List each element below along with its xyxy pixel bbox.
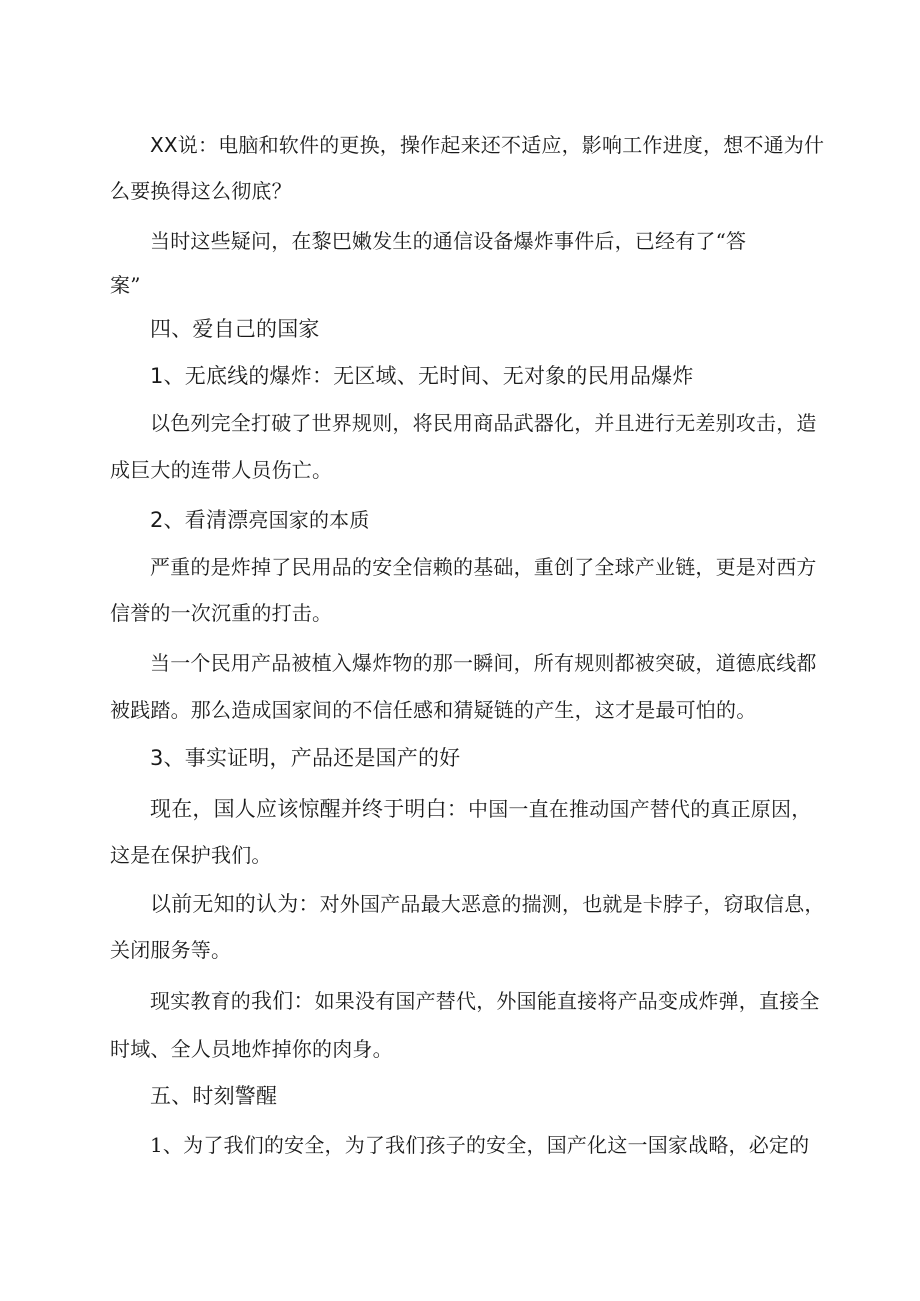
paragraph-text: 如果没有国产替代，外国能直接将产品变成炸弹，直接全 <box>314 989 820 1013</box>
paragraph-text: 现实教育的 <box>150 989 251 1013</box>
paragraph-line: 案” <box>110 273 141 297</box>
subsection-heading <box>150 505 830 535</box>
paragraph-line <box>150 794 830 824</box>
paragraph-text: 对外国产品最大恶意的揣测，也就是卡脖子，窃取信息， <box>319 892 825 916</box>
paragraph-line <box>150 130 830 160</box>
paragraph-line: 被践踏。那么造成国家间的不信任感和猜疑链的产生，这才是最可怕的。 <box>110 698 757 722</box>
paragraph-line: 时域、全人员地炸掉你的肉身。 <box>110 1037 393 1061</box>
section-heading: 四、爱自己的国家 <box>150 317 320 341</box>
paragraph-line: 1、为了我们的安全，为了我们孩子的安全，国产化这一国家战略，必定的 <box>150 1133 810 1157</box>
paragraph-line: 成巨大的连带人员伤亡。 <box>110 458 333 482</box>
paragraph-text: 中国一直在推动国产替代的真正原因， <box>468 797 812 821</box>
subsection-heading: 3、事实证明，产品还是国产的好 <box>150 746 461 770</box>
paragraph-line <box>150 986 830 1016</box>
paragraph-line: 当一个民用产品被植入爆炸物的那一瞬间，所有规则都被突破，道德底线都 <box>150 651 817 675</box>
paragraph-line <box>150 889 830 919</box>
paragraph-line: 么要换得这么彻底？ <box>110 179 292 203</box>
subsection-heading-rest: 亮国家的本质 <box>248 508 370 532</box>
emphasis-lead: 现在，国人应该惊醒并终于明白： <box>150 797 468 821</box>
paragraph-line: 关闭服务等。 <box>110 938 232 962</box>
paragraph-line: 这是在保护我们。 <box>110 843 272 867</box>
section-heading: 五、时刻警醒 <box>150 1084 278 1108</box>
paragraph-line: 以色列完全打破了世界规则，将民用商品武器化，并且进行无差别攻击，造 <box>150 411 817 435</box>
subsection-heading-bold: 2、看清漂 <box>150 508 249 532</box>
subsection-heading: 1、无底线的爆炸：无区域、无时间、无对象的民用品爆炸 <box>150 364 694 388</box>
paragraph-line: 严重的是炸掉了民用品的安全信赖的基础，重创了全球产业链，更是对西方 <box>150 555 817 579</box>
paragraph-text: 电脑和软件的更换，操作起来还不适应，影响工作进度，想不通为什 <box>218 133 825 157</box>
speaker-label: XX说： <box>150 133 219 157</box>
emphasis-lead: 我们： <box>251 989 315 1013</box>
paragraph-line: 信誉的一次沉重的打击。 <box>110 601 333 625</box>
emphasis-lead: 以前无知的认为： <box>150 892 320 916</box>
paragraph-line: 当时这些疑问，在黎巴嫩发生的通信设备爆炸事件后，已经有了“答 <box>150 229 747 253</box>
